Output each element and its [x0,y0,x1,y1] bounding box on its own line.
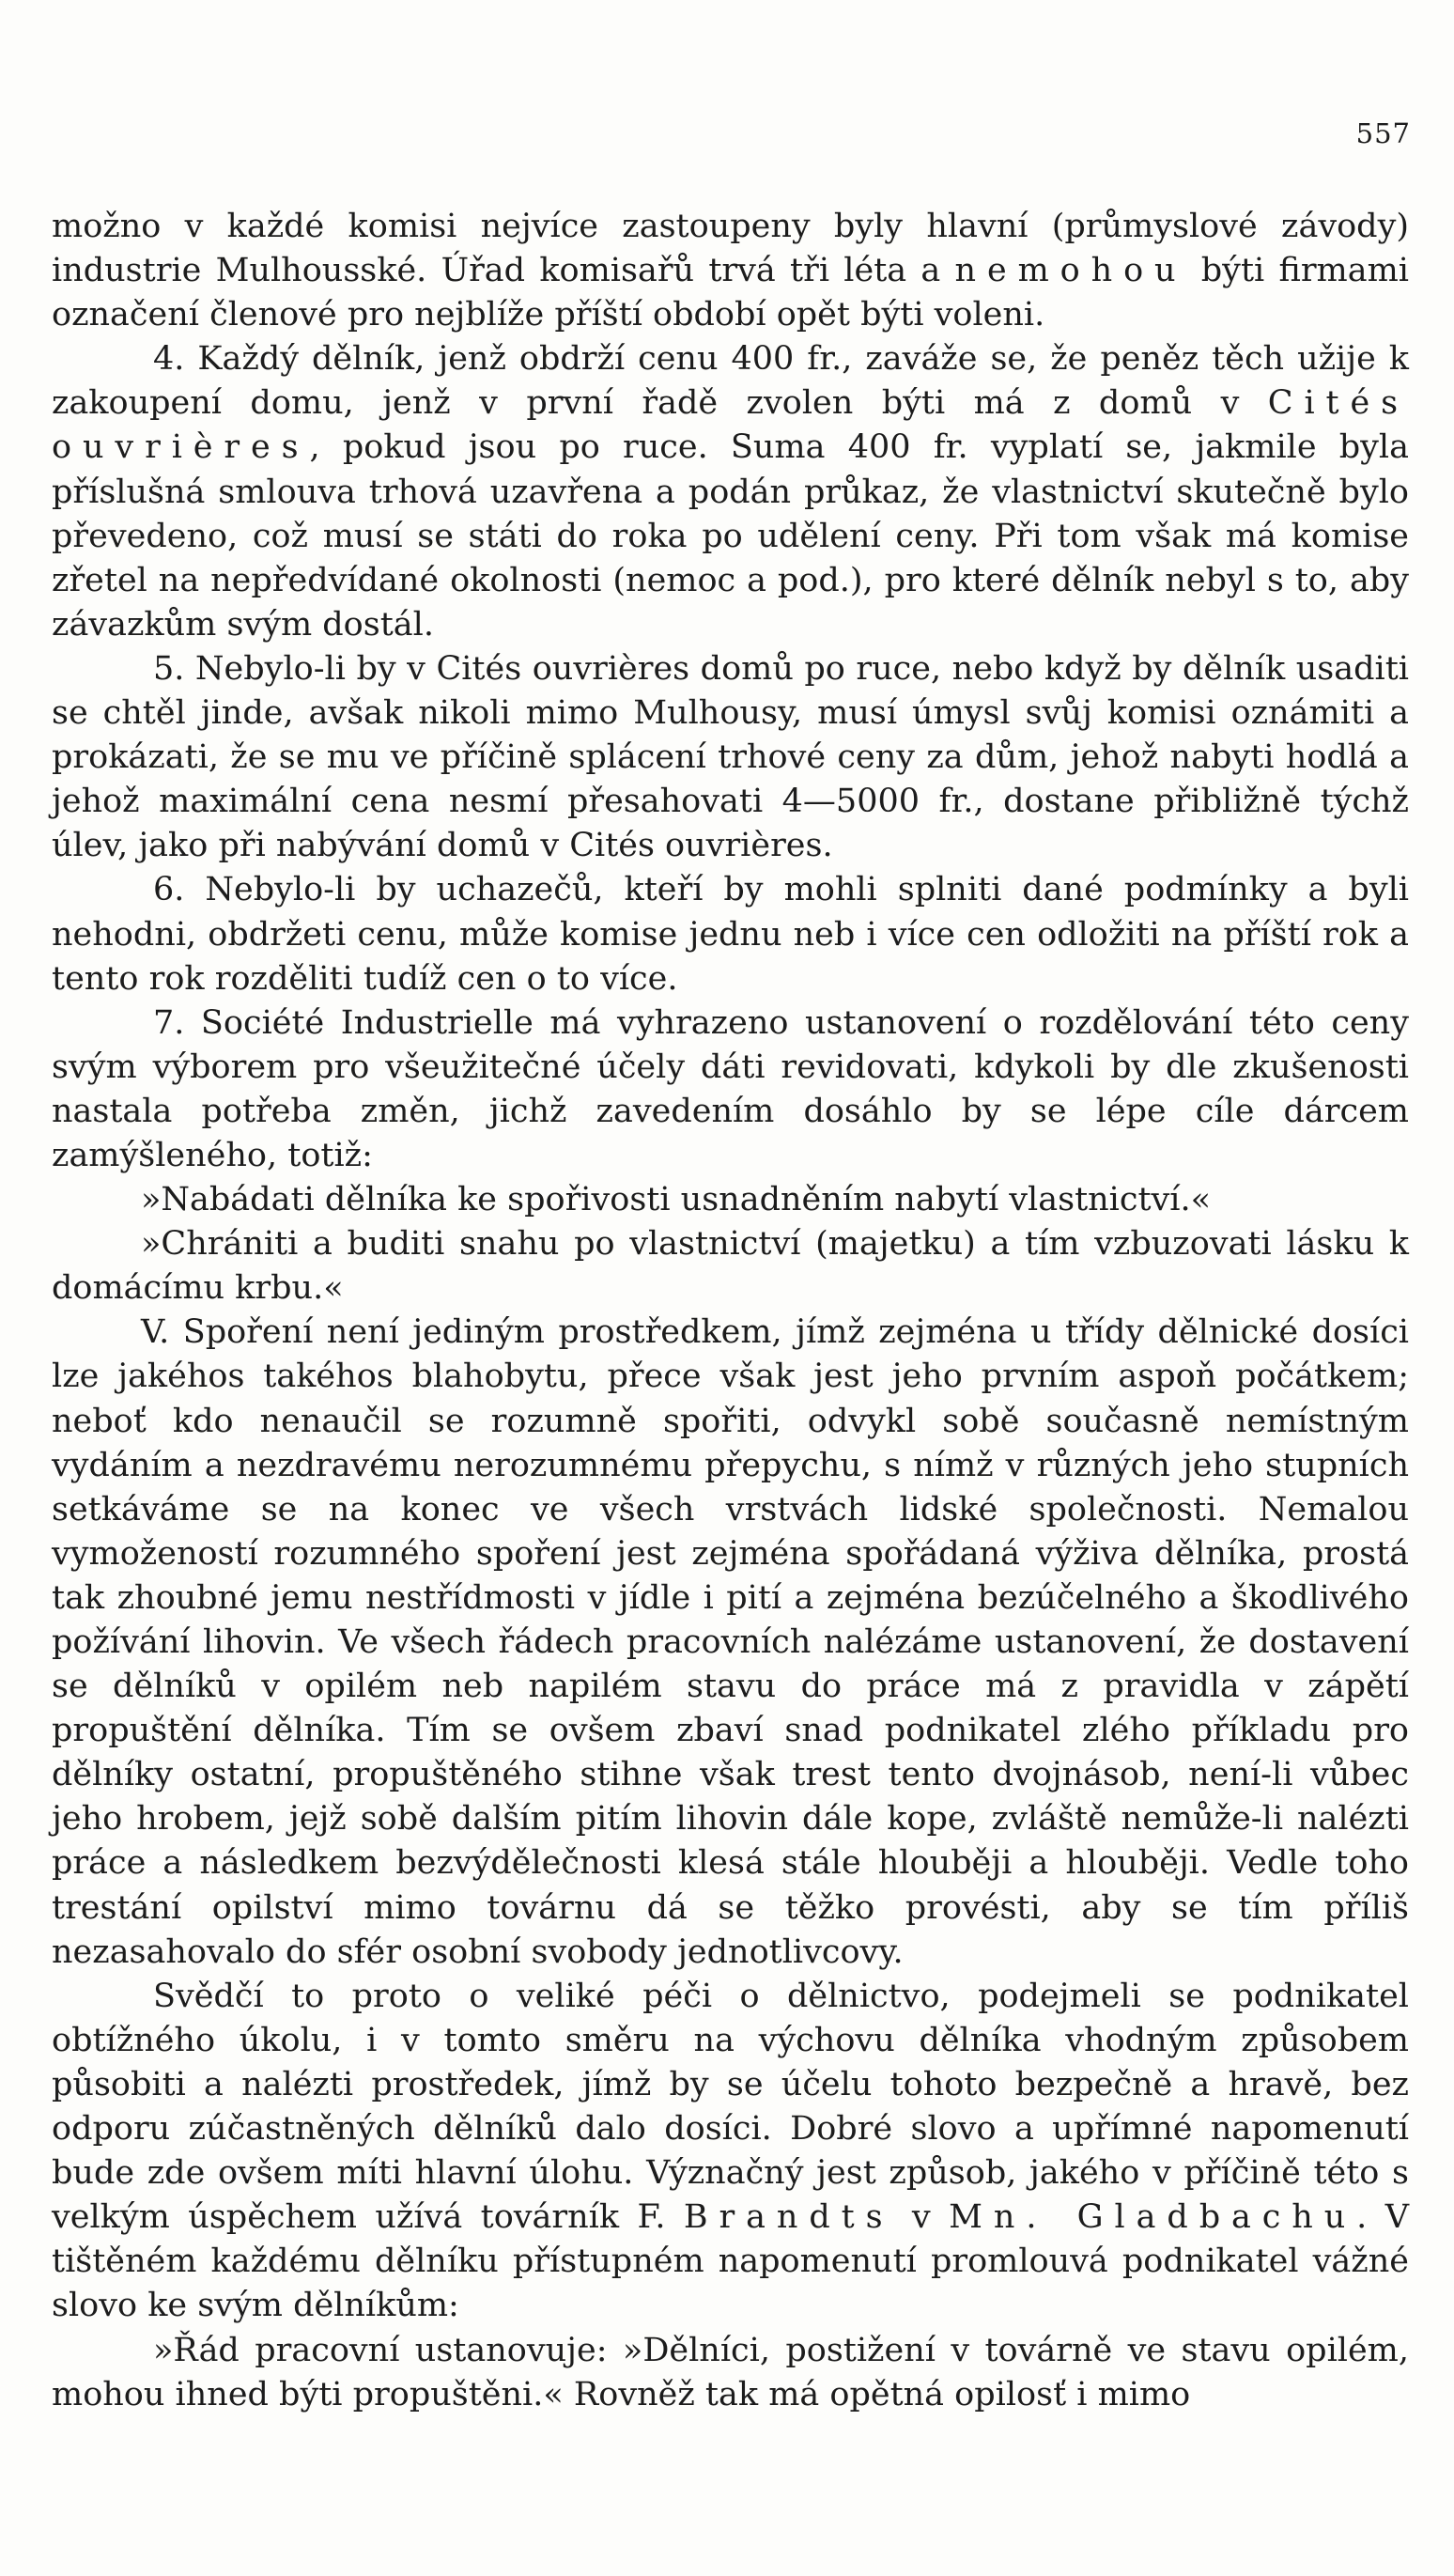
text-segment: 5. Nebylo-li by v Cités ouvrières domů po ruce, nebo když by dělník usaditi se chtěl jinde, avšak nikoli mimo Mulhousy, musí úmysl svůj komisi oznámiti a prokázati, že se mu ve příčině splácení trhové ceny za dům, jehož nabyti hodlá a jehož maximální cena nesmí přesahovati 4—5000 fr., dostane přibližně týchž úlev, jako při nabývání domů v Cités ouvrières. [52,649,1409,865]
paragraph [52,1975,1409,2329]
paragraph [52,2329,1409,2417]
paragraph [52,1311,1409,1974]
paragraph [52,868,1409,1001]
spaced-text: Mn. Gladbachu [949,2198,1357,2237]
text-segment: »Chrániti a buditi snahu po vlastnictví (majetku) a tím vzbuzovati lásku k domácímu krbu.« [52,1225,1409,1308]
spaced-text: Brandts [683,2198,894,2237]
paragraph [52,205,1409,337]
text-segment: 6. Nebylo-li by uchazečů, kteří by mohli splniti dané podmínky a byli nehodni, obdržeti cenu, může komise jednu neb i více cen odložiti na příští rok a tento rok rozděliti tudíž cen o to více. [52,871,1409,998]
body-text [52,205,1409,2417]
paragraph [52,1222,1409,1311]
text-segment: 7. Société Industrielle má vyhrazeno ustanovení o rozdělování této ceny svým výborem pro všeužitečné účely dáti revidovati, kdykoli by dle zkušenosti nastala potřeba změn, jichž zavedením dosáhlo by se lépe cíle dárcem zamýšleného, totiž: [52,1003,1409,1174]
text-segment: Svědčí to proto o veliké péči o dělnictvo, podejmeli se podnikatel obtížného úkolu, i v tomto směru na výchovu dělníka vhodným způsobem působiti a nalézti prostředek, jímž by se účelu tohoto bezpečně a hravě, bez odporu zúčastněných dělníků dalo dosíci. Dobré slovo a upřímné napomenutí bude zde ovšem míti hlavní úlohu. Význačný jest způsob, jakého v příčině této s velkým úspěchem užívá továrník F. [52,1977,1409,2237]
page-number: 557 [1355,117,1411,149]
paragraph [52,337,1409,647]
text-segment: možno v každé komisi nejvíce zastoupeny byly hlavní (průmyslové závody) industrie Mulhousské. Úřad komisařů trvá tři léta a [52,208,1409,290]
text-segment: , pokud jsou po ruce. Suma 400 fr. vyplatí se, jakmile byla příslušná smlouva trhová uzavřena a podán průkaz, že vlastnictví skutečně bylo převedeno, což musí se státi do roka po udělení ceny. Při tom však má komise zřetel na nepředvídané okolnosti (nemoc a pod.), pro které dělník nebyl s to, aby závazkům svým dostál. [52,428,1409,644]
text-segment: v [893,2198,950,2237]
spaced-text: Cités ouvrières [52,384,1409,467]
spaced-text: nemohou [954,252,1187,290]
text-segment: V. Spoření není jediným prostředkem, jímž zejména u třídy dělnické dosíci lze jakéhos takéhos blahobytu, přece však jest jeho prvním aspoň počátkem; neboť kdo nenaučil se rozumně spořiti, odvykl sobě současně nemístným vydáním a nezdravému nerozumnému přepychu, s nímž v různých jeho stupních setkáváme se na konec ve všech vrstvách lidské společnosti. Nemalou vymožeností rozumného spoření jest zejména spořádaná výživa dělníka, prostá tak zhoubné jemu nestřídmosti v jídle i pití a zejména bezúčelného a škodlivého požívání lihovin. Ve všech řádech pracovních nalézáme ustanovení, že dostavení se dělníků v opilém neb napilém stavu do práce má z pravidla v zápětí propuštění dělníka. Tím se ovšem zbaví snad podnikatel zlého příkladu pro dělníky ostatní, propuštěného stihne však trest tento dvojnásob, není-li vůbec jeho hrobem, jejž sobě dalším pitím lihovin dále kope, zvláště nemůže-li nalézti práce a následkem bezvýdělečnosti klesá stále hlouběji a hlouběji. Vedle toho trestání opilství mimo továrnu dá se těžko provésti, aby se tím příliš nezasahovalo do sfér osobní svobody jednotlivcovy. [52,1313,1409,1971]
text-segment: . V tištěném každému dělníku přístupném napomenutí promlouvá podnikatel vážné slovo ke svým dělníkům: [52,2198,1410,2325]
text-segment: 4. Každý dělník, jenž obdrží cenu 400 fr., zaváže se, že peněz těch užije k zakoupení domu, jenž v první řadě zvolen býti má z domů v [52,340,1409,423]
paragraph [52,1001,1409,1178]
text-segment: »Řád pracovní ustanovuje: »Dělníci, postižení v továrně ve stavu opilém, mohou ihned býti propuštěni.« Rovněž tak má opětná opilosť i mimo [52,2331,1409,2413]
text-segment: »Nabádati dělníka ke spořivosti usnadněním nabytí vlastnictví.« [141,1181,1212,1219]
text-segment: býti firmami označení členové pro nejblíže příští období opět býti voleni. [52,252,1409,334]
paragraph [52,1178,1409,1222]
paragraph [52,647,1409,868]
